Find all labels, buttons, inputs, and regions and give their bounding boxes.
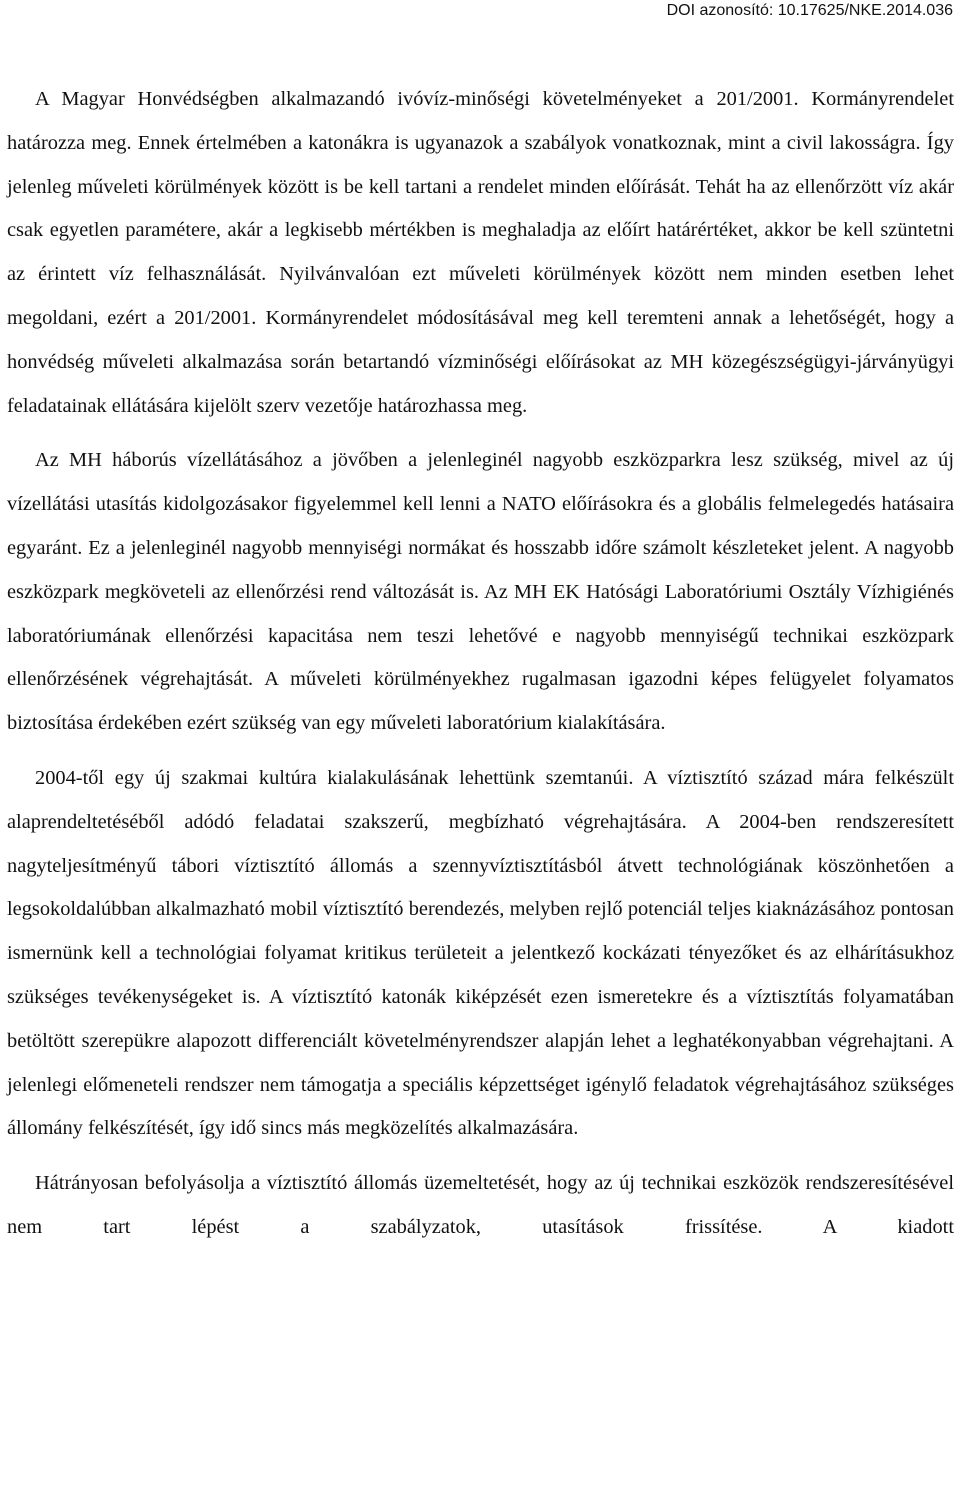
document-body (7, 78, 954, 1250)
doi-header: DOI azonosító: 10.17625/NKE.2014.036 (666, 2, 953, 19)
paragraph-war-water-supply: Az MH háborús vízellátásához a jövőben a jelenleginél nagyobb eszközparkra lesz szükség, mivel az új vízellátási utasítás kidolgozásakor figyelemmel kell lenni a NATO előírásokra és a globális felmelegedés hatásaira egyaránt. Ez a jelenleginél nagyobb mennyiségi normákat és hosszabb időre számolt készleteket jelent. A nagyobb eszközpark megköveteli az ellenőrzési rend változását is. Az MH EK Hatósági Laboratóriumi Osztály Vízhigiénés laboratóriumának ellenőrzési kapacitása nem teszi lehetővé e nagyobb mennyiségű technikai eszközpark ellenőrzésének végrehajtását. A műveleti körülményekhez rugalmasan igazodni képes felügyelet folyamatos biztosítása érdekében ezért szükség van egy műveleti laboratórium kialakítására. (7, 449, 954, 735)
paragraph-operation-disadvantages: Hátrányosan befolyásolja a víztisztító állomás üzemeltetését, hogy az új technikai eszközök rendszeresítésével nem tart lépést a szabályzatok, utasítások frissítése. A kiadott (7, 1172, 954, 1238)
paragraph-water-quality-requirements: A Magyar Honvédségben alkalmazandó ivóvíz-minőségi követelményeket a 201/2001. Kormányrendelet határozza meg. Ennek értelmében a katonákra is ugyanazok a szabályok vonatkoznak, mint a civil lakosságra. Így jelenleg műveleti körülmények között is be kell tartani a rendelet minden előírását. Tehát ha az ellenőrzött víz akár csak egyetlen paramétere, akár a legkisebb mértékben is meghaladja az előírt határértéket, akkor be kell szüntetni az érintett víz felhasználását. Nyilvánvalóan ezt műveleti körülmények között nem minden esetben lehet megoldani, ezért a 201/2001. Kormányrendelet módosításával meg kell teremteni annak a lehetőségét, hogy a honvédség műveleti alkalmazása során betartandó vízminőségi előírásokat az MH közegészségügyi-járványügyi feladatainak ellátására kijelölt szerv vezetője határozhassa meg. (7, 88, 954, 417)
paragraph-professional-culture: 2004-től egy új szakmai kultúra kialakulásának lehettünk szemtanúi. A víztisztító század mára felkészült alaprendeltetéséből adódó feladatai szakszerű, megbízható végrehajtására. A 2004-ben rendszeresített nagyteljesítményű tábori víztisztító állomás a szennyvíztisztításból átvett technológiának köszönhetően a legsokoldalúbban alkalmazható mobil víztisztító berendezés, melyben rejlő potenciál teljes kiaknázásához pontosan ismernünk kell a technológiai folyamat kritikus területeit a jelentkező kockázati tényezőket és az elhárításukhoz szükséges tevékenységeket is. A víztisztító katonák kiképzését ezen ismeretekre és a víztisztítás folyamatában betöltött szerepükre alapozott differenciált követelményrendszer alapján lehet a leghatékonyabban végrehajtani. A jelenlegi előmeneteli rendszer nem támogatja a speciális képzettséget igénylő feladatok végrehajtásához szükséges állomány felkészítését, így idő sincs más megközelítés alkalmazására. (7, 766, 954, 1140)
